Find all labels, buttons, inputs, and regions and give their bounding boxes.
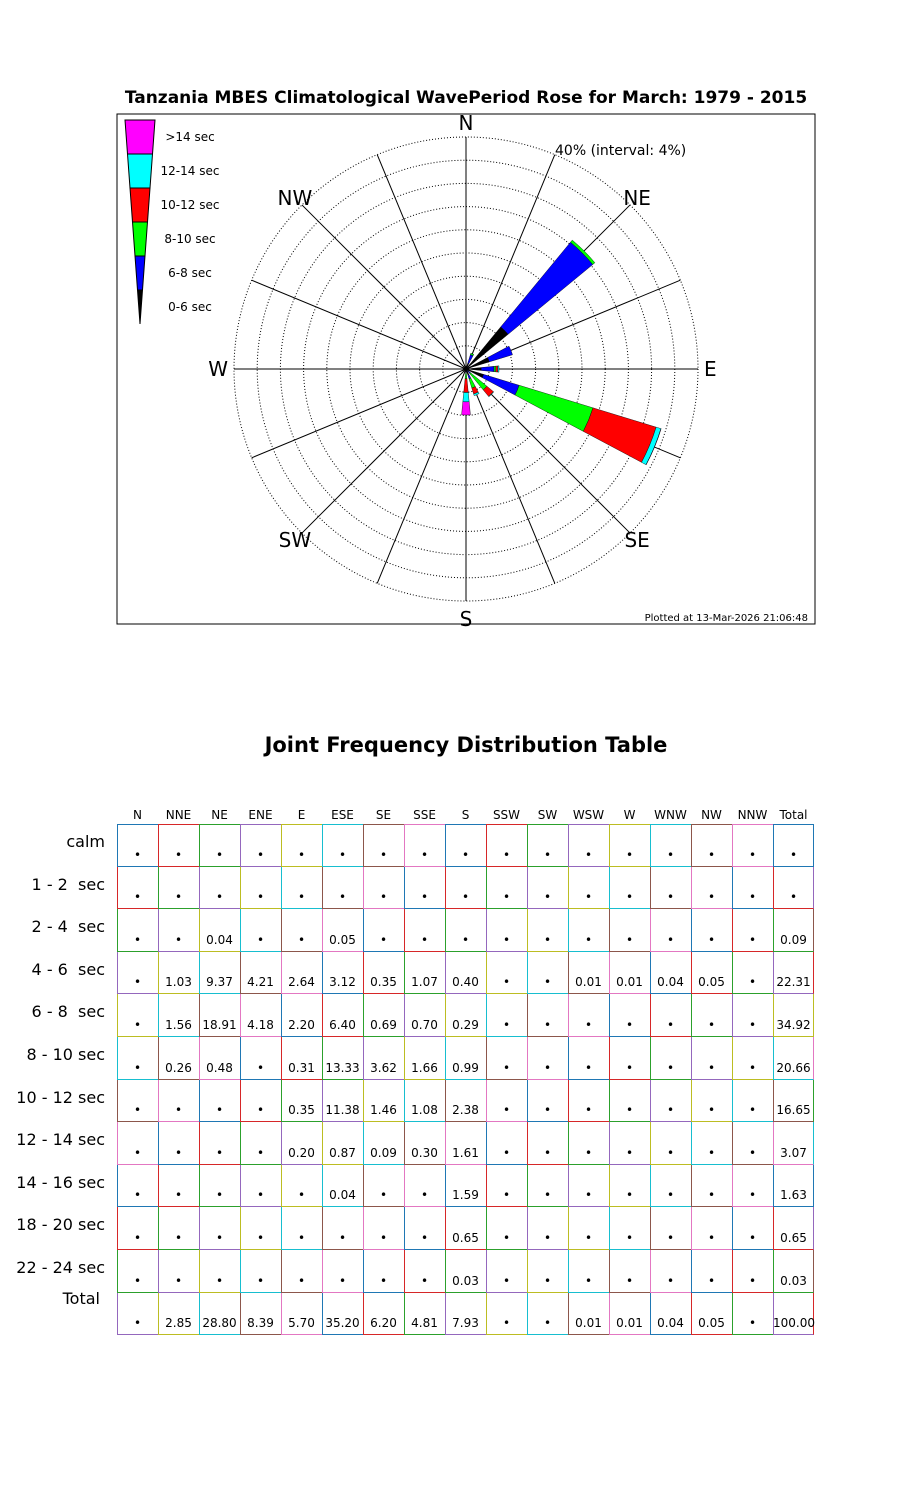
table-cell: 1.46 — [370, 1103, 397, 1118]
table-cell: • — [625, 1145, 634, 1160]
table-cell: • — [584, 1018, 593, 1032]
compass-label-e: E — [704, 357, 717, 381]
table-cell: • — [584, 932, 593, 947]
table-cell: • — [297, 890, 306, 905]
table-cell: • — [133, 1231, 142, 1245]
table-cell: 0.65 — [780, 1231, 807, 1245]
table-cell: • — [584, 890, 593, 905]
table-cell: • — [543, 932, 552, 947]
table-cell: • — [666, 1018, 675, 1032]
table-cell: • — [297, 932, 306, 947]
column-header: Total — [779, 808, 808, 822]
column-header: NNW — [737, 808, 768, 822]
table-cell: • — [543, 1231, 552, 1245]
table-cell: • — [543, 1188, 552, 1203]
table-cell: • — [666, 1231, 675, 1245]
column-header: NE — [211, 808, 228, 822]
table-cell: • — [174, 1145, 183, 1160]
table-cell: • — [379, 932, 388, 947]
table-cell: • — [133, 1145, 142, 1160]
table-cell: • — [297, 847, 306, 862]
table-cell: • — [748, 1018, 757, 1032]
rose-wedge-e-2 — [494, 366, 496, 372]
table-cell: 4.18 — [247, 1018, 274, 1032]
table-cell: 0.04 — [206, 932, 233, 947]
table-cell: • — [789, 847, 798, 862]
compass-label-s: S — [459, 607, 473, 631]
column-header: SW — [537, 808, 558, 822]
legend-label: 0-6 sec — [168, 300, 212, 314]
table-cell: • — [789, 890, 798, 905]
table-cell: • — [502, 1273, 511, 1288]
row-label: 8 - 10 sec — [26, 1045, 105, 1064]
ring-scale-label: 40% (interval: 4%) — [555, 143, 687, 159]
legend-swatch-0 — [125, 120, 155, 154]
table-cell: • — [420, 1188, 429, 1203]
table-cell: • — [748, 1188, 757, 1203]
table-cell: • — [133, 975, 142, 990]
table-cell: • — [707, 932, 716, 947]
table-cell: • — [543, 1316, 552, 1331]
column-header: ESE — [331, 808, 354, 822]
table-cell: • — [666, 1145, 675, 1160]
table-cell: 9.37 — [206, 975, 233, 990]
table-cell: • — [584, 1188, 593, 1203]
table-cell: • — [297, 1273, 306, 1288]
table-cell: • — [584, 847, 593, 862]
table-cell: 1.56 — [165, 1018, 192, 1032]
table-cell: • — [707, 1273, 716, 1288]
table-cell: • — [543, 1060, 552, 1075]
table-cell: • — [748, 975, 757, 990]
table-cell: 22.31 — [776, 975, 811, 990]
table-cell: • — [543, 1103, 552, 1118]
table-cell: • — [666, 1103, 675, 1118]
table-cell: 20.66 — [776, 1060, 811, 1075]
column-header: W — [623, 808, 636, 822]
table-cell: • — [256, 1231, 265, 1245]
table-cell: 35.20 — [325, 1316, 360, 1331]
table-cell: • — [133, 1273, 142, 1288]
table-cell: • — [748, 932, 757, 947]
table-cell: • — [256, 847, 265, 862]
table-cell: 0.35 — [370, 975, 397, 990]
table-cell: • — [174, 932, 183, 947]
row-label: calm — [66, 832, 105, 851]
table-cell: 0.87 — [329, 1145, 356, 1160]
table-cell: 0.99 — [452, 1060, 479, 1075]
table-cell: • — [215, 1188, 224, 1203]
table-cell: • — [215, 1145, 224, 1160]
table-cell: • — [379, 1231, 388, 1245]
table-cell: 0.31 — [288, 1060, 315, 1075]
row-label: 6 - 8 sec — [31, 1002, 105, 1022]
table-cell: 6.20 — [370, 1316, 397, 1331]
legend-swatch-3 — [133, 222, 148, 256]
rose-wedge-s-2 — [465, 373, 467, 379]
column-header: NNE — [165, 808, 192, 822]
table-cell: • — [256, 890, 265, 905]
table-cell: 4.81 — [411, 1316, 438, 1331]
table-cell: • — [174, 1103, 183, 1118]
table-cell: 2.85 — [165, 1316, 192, 1331]
table-cell: 0.26 — [165, 1060, 192, 1075]
table-cell: 0.09 — [370, 1145, 397, 1160]
rose-wedge-s-1 — [466, 371, 467, 373]
column-header: N — [133, 808, 142, 822]
table-cell: • — [420, 890, 429, 905]
table-cell: • — [502, 890, 511, 905]
table-cell: • — [543, 1273, 552, 1288]
row-label: 12 - 14 sec — [16, 1130, 105, 1150]
table-cell: 0.69 — [370, 1018, 397, 1032]
rose-wedge-e-3 — [496, 366, 498, 372]
table-cell: 8.39 — [247, 1316, 274, 1331]
table-cell: • — [625, 1188, 634, 1203]
table-cell: 0.09 — [780, 932, 807, 947]
legend-label: 10-12 sec — [160, 198, 220, 212]
table-cell: • — [707, 1231, 716, 1245]
table-cell: • — [666, 890, 675, 905]
table-cell: 1.61 — [452, 1145, 479, 1160]
table-cell: • — [625, 847, 634, 862]
table-cell: 34.92 — [776, 1018, 811, 1032]
table-cell: • — [420, 1231, 429, 1245]
table-cell: 100.00 — [773, 1316, 815, 1331]
column-header: SSW — [492, 808, 521, 822]
table-cell: • — [502, 1060, 511, 1075]
table-cell: 5.70 — [288, 1316, 315, 1331]
table-cell: 2.64 — [288, 975, 315, 990]
table-cell: • — [379, 1188, 388, 1203]
table-cell: • — [748, 1103, 757, 1118]
legend-swatch-1 — [128, 154, 153, 188]
table-cell: • — [707, 1103, 716, 1118]
table-cell: 0.01 — [575, 1316, 602, 1331]
table-cell: • — [625, 890, 634, 905]
row-label: Total — [62, 1288, 100, 1308]
table-cell: • — [748, 1231, 757, 1245]
table-cell: • — [133, 1018, 142, 1032]
row-label: 10 - 12 sec — [16, 1087, 105, 1107]
table-cell: • — [174, 890, 183, 905]
table-cell: 0.05 — [329, 932, 356, 947]
table-cell: • — [707, 847, 716, 862]
compass-label-nw: NW — [277, 185, 313, 210]
table-cell: • — [666, 847, 675, 862]
table-cell: 11.38 — [325, 1103, 360, 1118]
table-cell: 0.03 — [780, 1273, 807, 1288]
table-cell: • — [584, 1060, 593, 1075]
table-cell: • — [215, 1103, 224, 1118]
row-label: 22 - 24 sec — [16, 1258, 105, 1277]
table-cell: • — [379, 890, 388, 905]
table-cell: 0.01 — [575, 975, 602, 990]
legend-label: >14 sec — [165, 130, 215, 144]
table-cell: • — [707, 890, 716, 905]
row-label: 2 - 4 sec — [31, 917, 105, 937]
table-cell: • — [215, 890, 224, 905]
table-cell: 0.20 — [288, 1145, 315, 1160]
table-cell: • — [256, 1273, 265, 1288]
table-cell: 0.40 — [452, 975, 479, 990]
table-cell: • — [502, 1231, 511, 1245]
row-label: 1 - 2 sec — [31, 874, 105, 894]
rose-title: Tanzania MBES Climatological WavePeriod Rose for March: 1979 - 2015 — [124, 88, 808, 108]
table-cell: • — [215, 847, 224, 862]
table-cell: • — [748, 1060, 757, 1075]
table-cell: • — [748, 1273, 757, 1288]
table-cell: • — [133, 1316, 142, 1331]
table-cell: • — [379, 847, 388, 862]
table-cell: • — [297, 1188, 306, 1203]
compass-label-sw: SW — [278, 528, 312, 553]
table-cell: • — [338, 847, 347, 862]
table-cell: • — [133, 1103, 142, 1118]
legend-label: 12-14 sec — [160, 164, 220, 178]
table-cell: 3.12 — [329, 975, 356, 990]
table-cell: • — [707, 1060, 716, 1075]
table-cell: 1.59 — [452, 1188, 479, 1203]
table-cell: 1.03 — [165, 975, 192, 990]
table-cell: • — [461, 932, 470, 947]
table-cell: 2.20 — [288, 1018, 315, 1032]
table-cell: • — [543, 1145, 552, 1160]
table-cell: 0.29 — [452, 1018, 479, 1032]
table-cell: • — [174, 1273, 183, 1288]
table-cell: • — [297, 1231, 306, 1245]
table-cell: 0.04 — [657, 1316, 684, 1331]
table-cell: 28.80 — [202, 1316, 237, 1331]
plot-timestamp: Plotted at 13-Mar-2026 21:06:48 — [644, 613, 808, 624]
compass-label-w: W — [208, 357, 228, 381]
legend-swatch-2 — [130, 188, 150, 222]
table-cell: • — [338, 1231, 347, 1245]
table-cell: • — [748, 890, 757, 905]
row-label: 14 - 16 sec — [16, 1172, 105, 1192]
rose-wedge-e-4 — [498, 366, 499, 372]
table-cell: • — [133, 1060, 142, 1075]
table-title: Joint Frequency Distribution Table — [264, 733, 668, 757]
table-cell: • — [666, 1060, 675, 1075]
table-cell: 0.48 — [206, 1060, 233, 1075]
table-cell: • — [215, 1273, 224, 1288]
table-cell: 3.07 — [780, 1145, 807, 1160]
table-cell: • — [256, 1145, 265, 1160]
table-cell: • — [748, 1145, 757, 1160]
rose-wedge-s-4 — [463, 392, 469, 401]
table-cell: • — [133, 890, 142, 905]
table-cell: • — [256, 932, 265, 947]
rose-wedge-s-5 — [462, 402, 471, 415]
table-cell: 0.30 — [411, 1145, 438, 1160]
compass-label-n: N — [458, 111, 474, 135]
table-cell: • — [174, 847, 183, 862]
table-cell: • — [625, 1060, 634, 1075]
table-cell: 7.93 — [452, 1316, 479, 1331]
table-cell: 18.91 — [202, 1018, 237, 1032]
table-cell: • — [174, 1188, 183, 1203]
table-cell: • — [174, 1231, 183, 1245]
compass-label-ne: NE — [623, 185, 651, 210]
table-cell: 1.63 — [780, 1188, 807, 1203]
table-cell: • — [133, 1188, 142, 1203]
table-cell: 16.65 — [776, 1103, 811, 1118]
table-cell: 0.35 — [288, 1103, 315, 1118]
table-cell: • — [666, 1273, 675, 1288]
table-cell: • — [420, 847, 429, 862]
table-cell: • — [502, 1316, 511, 1331]
table-cell: • — [420, 1273, 429, 1288]
table-cell: 0.05 — [698, 1316, 725, 1331]
table-cell: 0.65 — [452, 1231, 479, 1245]
table-cell: 0.04 — [657, 975, 684, 990]
column-header: SSE — [413, 808, 436, 822]
table-cell: • — [502, 975, 511, 990]
table-cell: 3.62 — [370, 1060, 397, 1075]
table-cell: • — [256, 1103, 265, 1118]
table-cell: 0.01 — [616, 975, 643, 990]
table-cell: • — [625, 1103, 634, 1118]
table-cell: 0.03 — [452, 1273, 479, 1288]
table-cell: • — [502, 1103, 511, 1118]
table-cell: • — [502, 847, 511, 862]
table-cell: • — [707, 1018, 716, 1032]
table-cell: • — [625, 1231, 634, 1245]
column-header: S — [461, 808, 470, 822]
table-cell: 0.70 — [411, 1018, 438, 1032]
table-cell: 13.33 — [325, 1060, 360, 1075]
table-cell: • — [256, 1060, 265, 1075]
table-cell: 0.05 — [698, 975, 725, 990]
compass-label-se: SE — [624, 528, 650, 553]
table-cell: • — [502, 1018, 511, 1032]
table-cell: • — [543, 847, 552, 862]
table-cell: 1.08 — [411, 1103, 438, 1118]
column-header: SE — [375, 808, 392, 822]
table-cell: • — [543, 975, 552, 990]
table-cell: • — [543, 890, 552, 905]
table-cell: • — [502, 1145, 511, 1160]
table-cell: 1.66 — [411, 1060, 438, 1075]
table-cell: • — [420, 932, 429, 947]
table-cell: • — [625, 1018, 634, 1032]
table-cell: • — [707, 1145, 716, 1160]
table-cell: • — [133, 932, 142, 947]
legend-label: 6-8 sec — [168, 266, 212, 280]
table-cell: • — [338, 1273, 347, 1288]
table-cell: • — [502, 932, 511, 947]
table-cell: • — [543, 1018, 552, 1032]
table-cell: • — [748, 847, 757, 862]
table-cell: • — [379, 1273, 388, 1288]
table-cell: • — [584, 1273, 593, 1288]
column-header: ENE — [248, 808, 273, 822]
table-cell: • — [625, 932, 634, 947]
table-cell: • — [256, 1188, 265, 1203]
table-cell: • — [666, 932, 675, 947]
table-cell: 1.07 — [411, 975, 438, 990]
column-header: E — [297, 808, 306, 822]
table-cell: • — [707, 1188, 716, 1203]
table-cell: • — [625, 1273, 634, 1288]
table-cell: • — [502, 1188, 511, 1203]
row-label: 18 - 20 sec — [16, 1215, 105, 1235]
table-cell: • — [666, 1188, 675, 1203]
table-cell: • — [584, 1145, 593, 1160]
table-cell: • — [461, 890, 470, 905]
table-cell: 2.38 — [452, 1103, 479, 1118]
column-header: WNW — [654, 808, 687, 822]
row-label: 4 - 6 sec — [31, 959, 105, 979]
table-cell: 4.21 — [247, 975, 274, 990]
table-cell: 0.01 — [616, 1316, 643, 1331]
table-cell: • — [584, 1103, 593, 1118]
legend-label: 8-10 sec — [164, 232, 216, 246]
table-cell: • — [461, 847, 470, 862]
table-cell: • — [338, 890, 347, 905]
table-cell: • — [584, 1231, 593, 1245]
table-cell: • — [748, 1316, 757, 1331]
table-cell: • — [133, 847, 142, 862]
table-cell: 6.40 — [329, 1018, 356, 1032]
table-cell: • — [215, 1231, 224, 1245]
table-cell: 0.04 — [329, 1188, 356, 1203]
column-header: NW — [701, 808, 722, 822]
column-header: WSW — [572, 808, 605, 822]
